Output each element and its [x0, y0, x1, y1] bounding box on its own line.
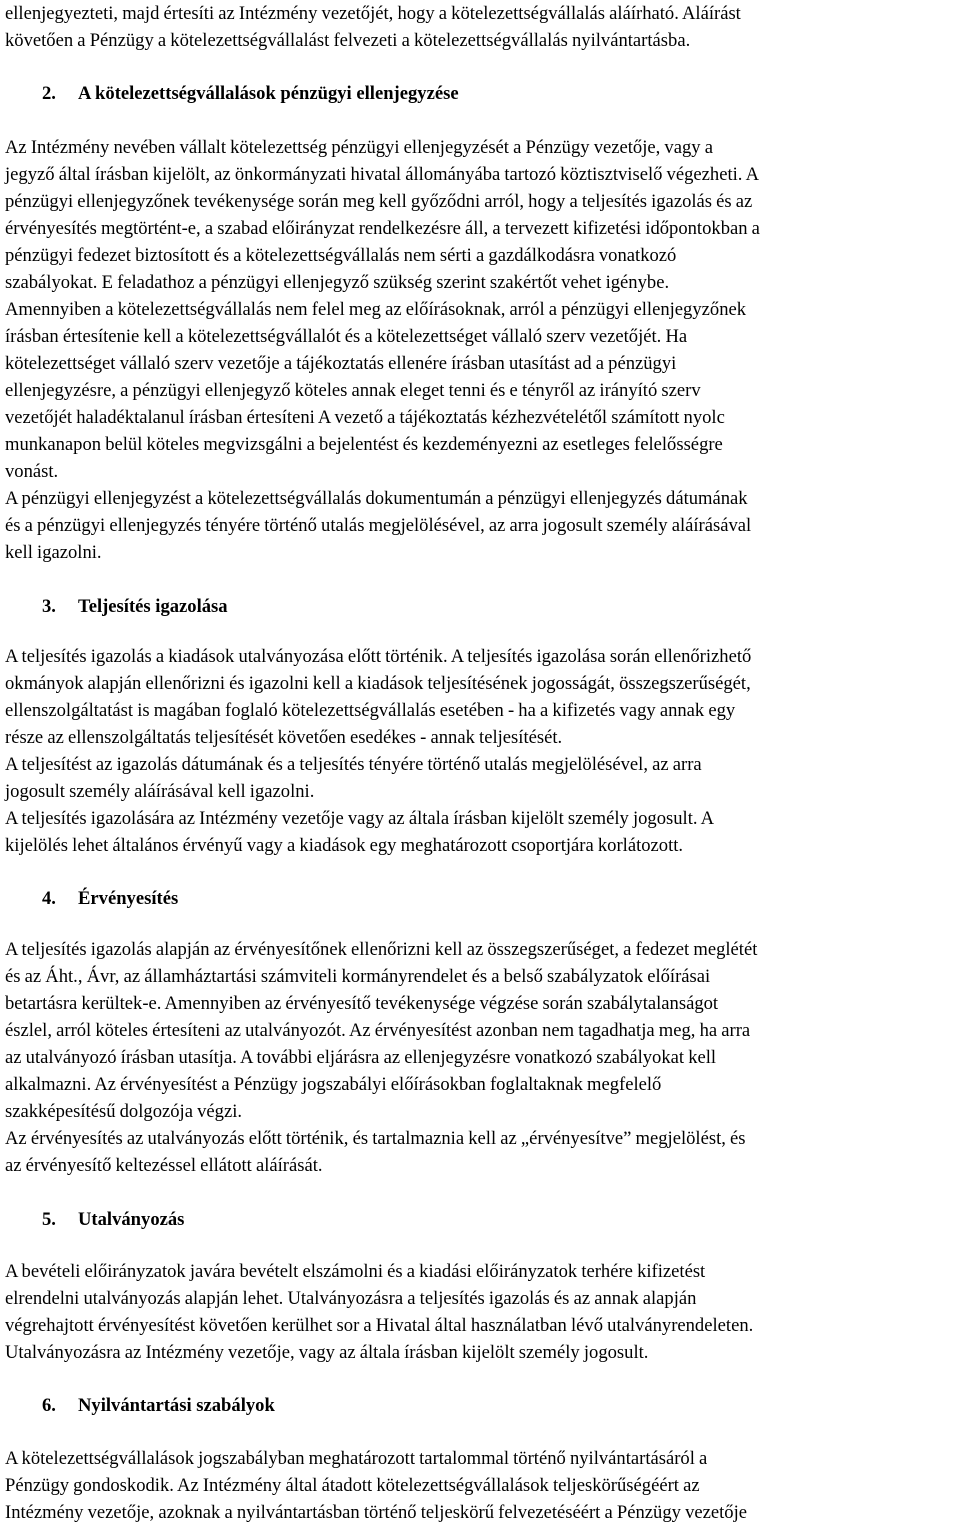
text-line: az utalványozó írásban utasítja. A további eljárásra az ellenjegyzésre vonatkozó szabályokat kell — [5, 1047, 717, 1068]
text-line: kötelezettséget vállaló szerv vezetője a tájékoztatás ellenére írásban utasítást ad a pénzügyi — [5, 353, 677, 374]
section-number: 3. — [42, 596, 56, 617]
text-line: pénzügyi ellenjegyzőnek tevékenysége során meg kell győződni arról, hogy a teljesítés igazolás és az — [5, 191, 753, 212]
text-line: ellenszolgáltatást is magában foglaló kötelezettségvállalás esetében - ha a kifizetés vagy annak egy — [5, 700, 736, 721]
text-line: és a pénzügyi ellenjegyzés tényére történő utalás megjelölésével, az arra jogosult személy aláírásával — [5, 515, 752, 536]
section-2-paragraph-2 — [5, 296, 746, 485]
section-3-paragraph-1 — [5, 643, 751, 751]
text-line: végrehajtott érvényesítést követően kerülhet sor a Hivatal által használatban lévő utalványrendeleten. — [5, 1315, 754, 1336]
section-title: A kötelezettségvállalások pénzügyi ellenjegyzése — [78, 83, 459, 104]
section-2-paragraph-3 — [5, 485, 751, 566]
text-line: A bevételi előirányzatok javára bevételt elszámolni és a kiadási előirányzatok terhére kifizetést — [5, 1261, 706, 1282]
text-line: A pénzügyi ellenjegyzést a kötelezettségvállalás dokumentumán a pénzügyi ellenjegyzés dátumának — [5, 488, 748, 509]
section-4-paragraph-2 — [5, 1125, 746, 1179]
section-3-paragraph-3 — [5, 805, 714, 859]
text-line: Az érvényesítés az utalványozás előtt történik, és tartalmaznia kell az „érvényesítve” megjelölést, és — [5, 1128, 746, 1149]
section-6-paragraph-1 — [5, 1445, 747, 1526]
text-line: kell igazolni. — [5, 542, 102, 563]
text-line: jogosult személy aláírásával kell igazolni. — [5, 781, 315, 802]
section-title: Nyilvántartási szabályok — [78, 1395, 275, 1416]
section-5-paragraph-1 — [5, 1258, 753, 1366]
section-number: 6. — [42, 1395, 56, 1416]
text-line: A kötelezettségvállalások jogszabályban meghatározott tartalommal történő nyilvántartásáról a — [5, 1448, 708, 1469]
section-heading-3 — [5, 593, 228, 620]
text-line: Utalványozásra az Intézmény vezetője, vagy az általa írásban kijelölt személy jogosult. — [5, 1342, 649, 1363]
section-3-paragraph-2 — [5, 751, 702, 805]
intro-paragraph — [5, 0, 741, 54]
text-line: vezetőjét haladéktalanul írásban értesíteni A vezető a tájékoztatás kézhezvételétől számított nyolc — [5, 407, 725, 428]
section-title: Utalványozás — [78, 1209, 185, 1230]
text-line: Pénzügy gondoskodik. Az Intézmény által átadott kötelezettségvállalások teljeskörűségéért az — [5, 1475, 700, 1496]
section-number: 5. — [42, 1209, 56, 1230]
text-line: érvényesítés megtörtént-e, a szabad előirányzat rendelkezésre áll, a tervezett kifizetési időpontokban a — [5, 218, 760, 239]
text-line: vonást. — [5, 461, 59, 482]
text-line: szabályokat. E feladathoz a pénzügyi ellenjegyző szükség szerint szakértőt vehet igénybe. — [5, 272, 670, 293]
text-line: Intézmény vezetője, azoknak a nyilvántartásban történő teljeskörű felvezetéséért a Pénzügy vezetője — [5, 1502, 748, 1523]
text-line: betartásra kerültek-e. Amennyiben az érvényesítő tevékenysége végzése során szabálytalanságot — [5, 993, 719, 1014]
section-heading-4 — [5, 885, 178, 912]
text-line: Amennyiben a kötelezettségvállalás nem felel meg az előírásoknak, arról a pénzügyi ellenjegyzőnek — [5, 299, 747, 320]
text-line: okmányok alapján ellenőrizni és igazolni kell a kiadások teljesítésének jogosságát, összegszerűségét, — [5, 673, 751, 694]
text-line: A teljesítés igazolás a kiadások utalványozása előtt történik. A teljesítés igazolása során ellenőrizhető — [5, 646, 752, 667]
section-4-paragraph-1 — [5, 936, 757, 1125]
section-heading-5 — [5, 1206, 184, 1233]
section-2-paragraph-1 — [5, 134, 760, 296]
section-heading-6 — [5, 1392, 275, 1419]
text-line: elrendelni utalványozás alapján lehet. Utalványozásra a teljesítés igazolás és az annak alapján — [5, 1288, 697, 1309]
text-line: Az Intézmény nevében vállalt kötelezettség pénzügyi ellenjegyzését a Pénzügy vezetője, vagy a — [5, 137, 713, 158]
text-line: alkalmazni. Az érvényesítést a Pénzügy jogszabályi előírásokban foglaltaknak megfelelő — [5, 1074, 662, 1095]
text-line: szakképesítésű dolgozója végzi. — [5, 1101, 243, 1122]
text-line: az érvényesítő keltezéssel ellátott aláírását. — [5, 1155, 323, 1176]
text-line: jegyző által írásban kijelölt, az önkormányzati hivatal állományába tartozó köztisztviselő végezheti. A — [5, 164, 759, 185]
text-line: része az ellenszolgáltatás teljesítését követően esedékes - annak teljesítését. — [5, 727, 563, 748]
section-title: Teljesítés igazolása — [78, 596, 228, 617]
text-line: írásban értesítenie kell a kötelezettségvállalót és a kötelezettséget vállaló szerv vezetőjét. Ha — [5, 326, 688, 347]
text-line: követően a Pénzügy a kötelezettségvállalást felvezeti a kötelezettségvállalás nyilvántartásba. — [5, 30, 691, 51]
text-line: A teljesítést az igazolás dátumának és a teljesítés tényére történő utalás megjelölésével, az arra — [5, 754, 702, 775]
text-line: munkanapon belül köteles megvizsgálni a bejelentést és kezdeményezni az esetleges felelősségre — [5, 434, 723, 455]
text-line: pénzügyi fedezet biztosított és a kötelezettségvállalás nem sérti a gazdálkodásra vonatkozó — [5, 245, 677, 266]
text-line: A teljesítés igazolás alapján az érvényesítőnek ellenőrizni kell az összegszerűséget, a fedezet meglétét — [5, 939, 758, 960]
text-line: ellenjegyezteti, majd értesíti az Intézmény vezetőjét, hogy a kötelezettségvállalás aláírható. Aláírást — [5, 3, 741, 24]
section-number: 2. — [42, 83, 56, 104]
text-line: észlel, arról köteles értesíteni az utalványozót. Az érvényesítést azonban nem tagadhatja meg, ha arra — [5, 1020, 751, 1041]
section-heading-2 — [5, 80, 459, 107]
text-line: A teljesítés igazolására az Intézmény vezetője vagy az általa írásban kijelölt személy jogosult. A — [5, 808, 715, 829]
text-line: kijelölés lehet általános érvényű vagy a kiadások egy meghatározott csoportjára korlátozott. — [5, 835, 684, 856]
section-number: 4. — [42, 888, 56, 909]
text-line: és az Áht., Ávr, az államháztartási számviteli kormányrendelet és a belső szabályzatok előírásai — [5, 966, 711, 987]
section-title: Érvényesítés — [78, 888, 179, 909]
text-line: ellenjegyzésre, a pénzügyi ellenjegyző köteles annak eleget tenni és e tényről az irányító szerv — [5, 380, 701, 401]
